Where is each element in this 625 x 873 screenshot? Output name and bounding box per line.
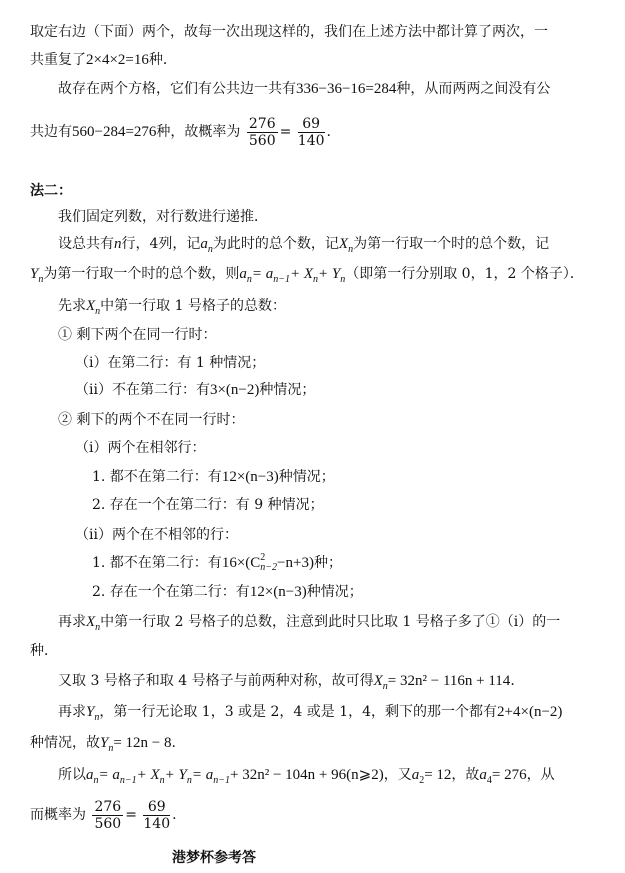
text-line: 又取 3 号格子和取 4 号格子与前两种对称，故可得$X_n= 32n^2 - 116n + 114$. (58, 673, 515, 692)
fraction: $\frac{69}{140}$ (143, 798, 171, 832)
text-line: （i）两个在相邻行： (75, 440, 206, 456)
text-line: $Y_n$为第一行取一个时的总个数，则$a_n= a_{n-1}+ X_n+ Y_n$（即第一行分别取 0，1，2 个格子）． (30, 266, 584, 285)
fraction: $\frac{276}{560}$ (94, 798, 122, 832)
text-line: 共重复了2×4×2=16种． (30, 52, 177, 68)
text-line: 2. 存在一个在第二行：有 9 种情况； (92, 497, 324, 513)
fraction: $\frac{276}{560}$ (248, 115, 276, 149)
text-line: 2. 存在一个在第二行：有12×(n−3)种情况； (92, 584, 363, 600)
text-line: 1. 都不在第二行：有16×(C 2 n−2 −n+3)种； (92, 552, 342, 573)
text-line: 所以$a_n= a_{n-1}+ X_n+ Y_n= a_{n-1}+ 32n^2 - 104n$ + 96(n⩾2)，又$a_2= 12$，故$a_4= 276$，从 (58, 767, 555, 786)
text-line: 1. 都不在第二行：有12×(n−3)种情况； (92, 469, 335, 485)
text-line: 取定右边（下面）两个，故每一次出现这样的，我们在上述方法中都计算了两次，一 (30, 24, 548, 40)
text-line: 而概率为 $\frac{276}{560}$ = $\frac{69}{140}$ . (30, 798, 177, 832)
text-line: 先求$X_n$中第一行取 1 号格子的总数： (58, 298, 286, 317)
text-line: 种情况，故$Y_n= 12n - 8$. (30, 735, 176, 754)
fraction: $\frac{69}{140}$ (297, 115, 325, 149)
text-line: 我们固定列数，对行数进行递推． (58, 209, 268, 225)
text-line: 共边有560−284=276种，故概率为 $\frac{276}{560}$ = $\frac{69}{140}$ . (30, 115, 331, 149)
section-heading: 法二： (30, 183, 72, 199)
text-line: 再求$X_n$中第一行取 2 号格子的总数，注意到此时只比取 1 号格子多了①（i）的一 (58, 614, 561, 633)
footer-text: 港梦杯参考答 (172, 850, 256, 866)
text-line: （i）在第二行：有 1 种情况； (75, 355, 266, 371)
text-line: （ii）两个在不相邻的行： (75, 527, 238, 543)
text-line: （ii）不在第二行：有3×(n−2)种情况； (75, 382, 316, 398)
text-line: 设总共有n行，4列，记$a_n$为此时的总个数，记$X_n$为第一行取一个时的总个数，记 (58, 236, 550, 255)
text-line: 种． (30, 643, 58, 659)
text-line: ② 剩下的两个不在同一行时： (58, 412, 245, 428)
text-line: ① 剩下两个在同一行时： (58, 327, 217, 343)
text-line: 故存在两个方格，它们有公共边一共有336−36−16=284种，从而两两之间没有公 (58, 81, 551, 97)
text-line: 再求$Y_n$，第一行无论取 1，3 或是 2，4 或是 1，4，剩下的那一个都有2+4×(n−2) (58, 704, 563, 723)
